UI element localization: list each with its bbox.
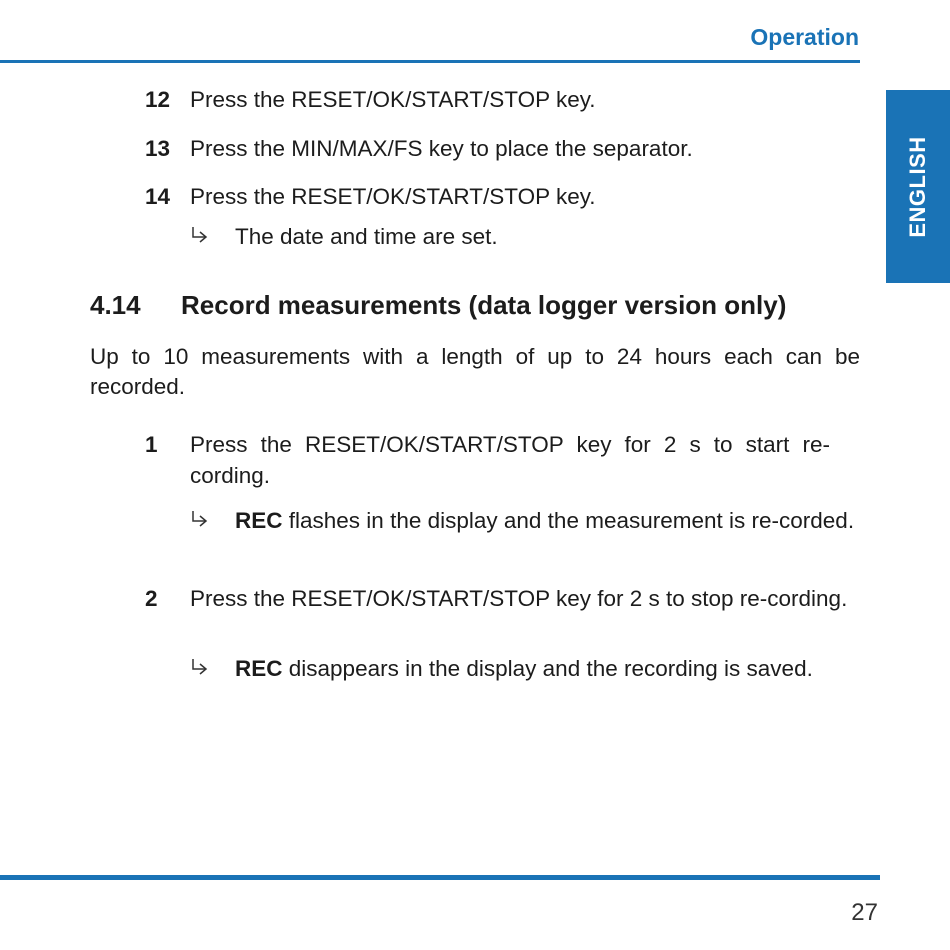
step-text: Press the MIN/MAX/FS key to place the separator. xyxy=(190,136,693,161)
step-number: 12 xyxy=(145,87,171,112)
language-tab-label: ENGLISH xyxy=(905,135,930,238)
rec-indicator-label: REC xyxy=(235,508,283,533)
result-text: The date and time are set. xyxy=(235,224,498,249)
step-number: 1 xyxy=(145,432,158,457)
section-heading xyxy=(90,290,786,321)
section-header-title: Operation xyxy=(750,24,859,50)
step-number: 14 xyxy=(145,184,171,209)
result-arrow-icon xyxy=(190,657,210,679)
result-arrow-icon xyxy=(190,225,210,247)
result-text-rest: flashes in the display and the measurement is re-corded. xyxy=(282,508,855,533)
result-text xyxy=(235,505,860,536)
result-arrow-icon xyxy=(190,509,210,531)
step-text: Press the RESET/OK/START/STOP key for 2 s to stop re-cording. xyxy=(190,586,848,611)
step-text: Press the RESET/OK/START/STOP key. xyxy=(190,184,596,209)
section-number: 4.14 xyxy=(90,290,141,320)
step-number: 2 xyxy=(145,586,158,611)
footer-rule xyxy=(0,875,880,880)
result-text xyxy=(235,653,860,684)
language-tab xyxy=(886,90,950,283)
page-number: 27 xyxy=(851,899,878,926)
header-rule xyxy=(0,60,860,63)
rec-indicator-label: REC xyxy=(235,656,283,681)
step-text: Press the RESET/OK/START/STOP key. xyxy=(190,87,596,112)
section-title: Record measurements (data logger version only) xyxy=(181,290,787,320)
step-number: 13 xyxy=(145,136,171,161)
result-text-rest: disappears in the display and the recording is saved. xyxy=(282,656,813,681)
step-text: Press the RESET/OK/START/STOP key for 2 s to start re-cording. xyxy=(190,432,830,488)
section-intro-paragraph: Up to 10 measurements with a length of up to 24 hours each can be recorded. xyxy=(90,344,860,399)
